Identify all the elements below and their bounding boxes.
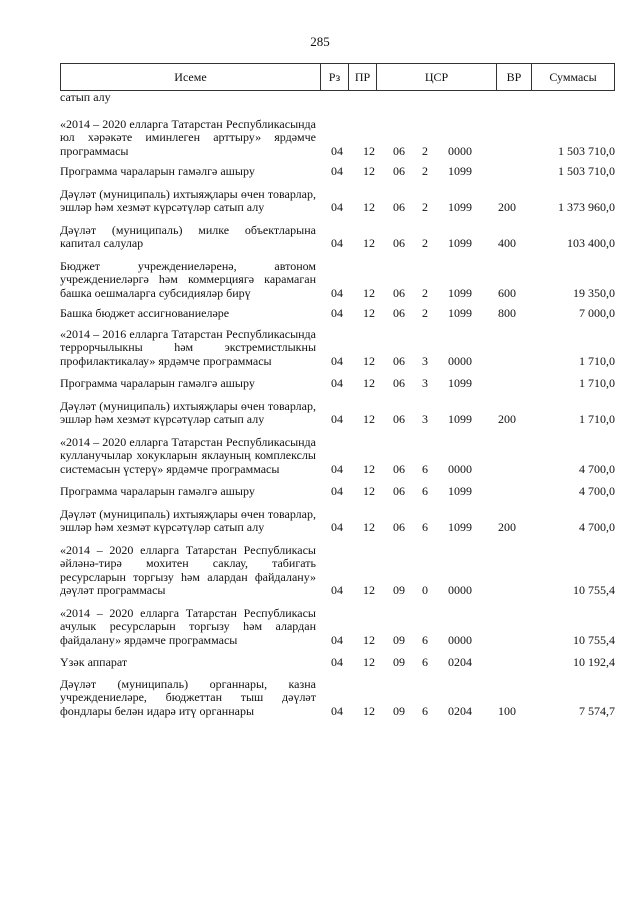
row-rz [320,91,354,105]
row-csr-subprogram: 2 [422,200,428,214]
row-pr: 12 [363,200,375,214]
row-csr-subprogram: 6 [422,632,428,647]
row-csr-section: 06 [393,376,405,390]
header-rz: Рз [321,64,349,90]
row-sum: 103 400,0 [567,236,615,250]
row-csr-section [384,91,414,105]
row-rz: 04 [331,353,343,368]
row-name: Башка бюджет ассигнованиеләре [60,306,230,320]
table-row [60,544,615,598]
row-csr-section: 06 [393,306,405,320]
row-csr-code: 1099 [448,164,472,178]
row-csr-code: 0204 [448,703,472,718]
row-name: «2014 – 2020 елларга Татарстан Республикасы ачулык ресурсларын торгызу һәм алардан файдалану» ярдәмче программасы [60,605,316,647]
row-csr-section: 06 [393,353,405,368]
table-row [60,188,615,215]
row-vr [484,328,530,369]
row-pr: 12 [363,655,375,669]
row-vr [484,165,530,179]
row-csr-code: 1099 [448,285,472,300]
row-csr-subprogram: 2 [422,285,428,300]
row-sum: 1 710,0 [579,353,615,368]
table-row [60,118,615,159]
row-sum: 1 373 960,0 [558,200,615,214]
row-sum: 1 710,0 [579,412,615,426]
row-rz: 04 [331,412,343,426]
row-sum: 10 755,4 [573,583,615,597]
row-sum: 19 350,0 [573,285,615,300]
header-sum: Суммасы [549,69,597,84]
row-pr: 12 [363,703,375,718]
table-row [60,678,615,719]
table-row [60,607,615,648]
row-vr [484,118,530,159]
row-vr [484,607,530,648]
row-csr-section: 06 [393,285,405,300]
header-pr: ПР [349,64,377,90]
row-sum: 4 700,0 [579,520,615,534]
row-sum: 4 700,0 [579,484,615,498]
row-rz: 04 [331,236,343,250]
row-pr: 12 [363,353,375,368]
row-rz: 04 [331,520,343,534]
row-name: Бюджет учреждениеләренә, автоном учреждениеләргә һәм коммерциягә карамаган башка оешмаларга субсидияләр бирү [60,258,316,300]
row-rz: 04 [331,461,343,476]
row-vr: 100 [498,703,516,718]
row-vr: 400 [498,236,516,250]
row-csr-subprogram: 3 [422,376,428,390]
row-csr-code: 1099 [448,484,472,498]
row-csr-subprogram: 6 [422,461,428,476]
row-rz: 04 [331,143,343,158]
row-csr-section: 06 [393,461,405,476]
table-row [60,307,615,321]
table-row [60,328,615,369]
row-csr-code: 1099 [448,236,472,250]
row-vr [484,377,530,391]
row-name: Дәүләт (муниципаль) ихтыяҗлары өчен товарлар, эшләр һәм хезмәт күрсәтүләр сатып алу [60,186,316,214]
row-csr-section: 09 [393,655,405,669]
row-csr-code: 1099 [448,412,472,426]
row-pr: 12 [363,236,375,250]
row-csr-code: 0000 [448,632,472,647]
row-rz: 04 [331,200,343,214]
row-vr [484,436,530,477]
row-csr-section: 09 [393,583,405,597]
row-csr-section: 09 [393,632,405,647]
table-row [60,436,615,477]
row-name: Дәүләт (муниципаль) ихтыяҗлары өчен товарлар, эшләр һәм хезмәт күрсәтүләр сатып алу [60,506,316,534]
table-row [60,165,615,179]
row-rz: 04 [331,306,343,320]
table-row [60,377,615,391]
row-csr-code: 1099 [448,520,472,534]
table-row [60,260,615,301]
row-csr-subprogram: 3 [422,353,428,368]
row-vr: 200 [498,200,516,214]
row-csr-code: 0000 [448,143,472,158]
row-vr [484,544,530,598]
row-csr-section: 06 [393,164,405,178]
row-pr: 12 [363,285,375,300]
row-rz: 04 [331,164,343,178]
row-sum [530,91,615,105]
row-csr-section: 06 [393,484,405,498]
row-csr-section: 06 [393,520,405,534]
row-vr: 200 [498,412,516,426]
row-csr-code: 0000 [448,583,472,597]
row-pr: 12 [363,143,375,158]
header-csr: ЦСР [377,64,497,90]
row-rz: 04 [331,285,343,300]
row-name: «2014 – 2020 елларга Татарстан Республикасында юл хәрәкәте иминлеген арттыру» ярдәмче программасы [60,116,316,158]
row-csr-section: 06 [393,236,405,250]
row-csr-code: 0204 [448,655,472,669]
table-row [60,656,615,670]
row-sum: 1 710,0 [579,376,615,390]
row-csr-code: 1099 [448,376,472,390]
row-csr-subprogram: 6 [422,520,428,534]
row-sum: 7 000,0 [579,306,615,320]
row-csr-code: 1099 [448,200,472,214]
row-csr-code: 1099 [448,306,472,320]
row-sum: 10 192,4 [573,655,615,669]
row-csr-subprogram [414,91,436,105]
row-csr-subprogram: 0 [422,583,428,597]
row-sum: 10 755,4 [573,632,615,647]
table-header [60,63,615,91]
row-vr: 600 [498,285,516,300]
row-csr-subprogram: 2 [422,164,428,178]
row-csr-code [436,91,484,105]
row-name: Программа чараларын гамәлгә ашыру [60,484,255,498]
row-rz: 04 [331,703,343,718]
row-csr-subprogram: 6 [422,484,428,498]
row-csr-section: 06 [393,200,405,214]
row-vr: 200 [498,520,516,534]
row-csr-subprogram: 6 [422,703,428,718]
row-name: Дәүләт (муниципаль) ихтыяҗлары өчен товарлар, эшләр һәм хезмәт күрсәтүләр сатып алу [60,398,316,426]
row-csr-code: 0000 [448,461,472,476]
row-pr: 12 [363,164,375,178]
row-pr: 12 [363,306,375,320]
row-name: сатып алу [60,90,111,104]
row-csr-subprogram: 2 [422,306,428,320]
table-row [60,485,615,499]
row-vr [484,656,530,670]
row-csr-subprogram: 3 [422,412,428,426]
table-body [60,91,615,718]
row-vr [484,91,530,105]
row-pr: 12 [363,520,375,534]
row-vr: 800 [498,306,516,320]
page-number: 285 [310,34,330,49]
table-row [60,508,615,535]
row-vr [484,485,530,499]
row-csr-subprogram: 2 [422,236,428,250]
row-pr: 12 [363,632,375,647]
row-pr: 12 [363,412,375,426]
row-pr: 12 [363,484,375,498]
row-rz: 04 [331,484,343,498]
header-vr: ВР [497,64,532,90]
row-csr-section: 06 [393,143,405,158]
table-row [60,224,615,251]
row-csr-section: 06 [393,412,405,426]
row-sum: 4 700,0 [579,461,615,476]
row-name: «2014 – 2020 елларга Татарстан Республикасы әйләнә-тирә мохитен саклау, табигать ресурсларын торгызу һәм алардан файдалану» дәүләт программасы [60,542,316,597]
row-name: «2014 – 2016 елларга Татарстан Республикасында террорчылыкны һәм экстремистлыкны профилактикалау» ярдәмче программасы [60,326,316,368]
row-pr: 12 [363,461,375,476]
row-csr-subprogram: 2 [422,143,428,158]
row-name: Үзәк аппарат [60,655,128,669]
row-rz: 04 [331,376,343,390]
row-sum: 1 503 710,0 [558,164,615,178]
row-rz: 04 [331,583,343,597]
row-name: «2014 – 2020 елларга Татарстан Республикасында кулланучылар хокукларын яклауның комплекслы системасын үстерү» ярдәмче программасы [60,434,316,476]
row-name: Программа чараларын гамәлгә ашыру [60,164,255,178]
row-rz: 04 [331,655,343,669]
table-row [60,400,615,427]
row-rz: 04 [331,632,343,647]
header-name: Исеме [61,64,321,90]
table-row [60,91,615,105]
row-csr-code: 0000 [448,353,472,368]
row-sum: 1 503 710,0 [558,143,615,158]
row-name: Дәүләт (муниципаль) органнары, казна учреждениеләре, бюджеттан тыш дәүләт фондлары белән идарә итү органнары [60,676,316,718]
row-sum: 7 574,7 [579,703,615,718]
row-csr-section: 09 [393,703,405,718]
row-pr [354,91,384,105]
row-csr-subprogram: 6 [422,655,428,669]
row-name: Программа чараларын гамәлгә ашыру [60,376,255,390]
row-pr: 12 [363,376,375,390]
row-pr: 12 [363,583,375,597]
row-name: Дәүләт (муниципаль) милке объектларына капитал салулар [60,222,316,250]
